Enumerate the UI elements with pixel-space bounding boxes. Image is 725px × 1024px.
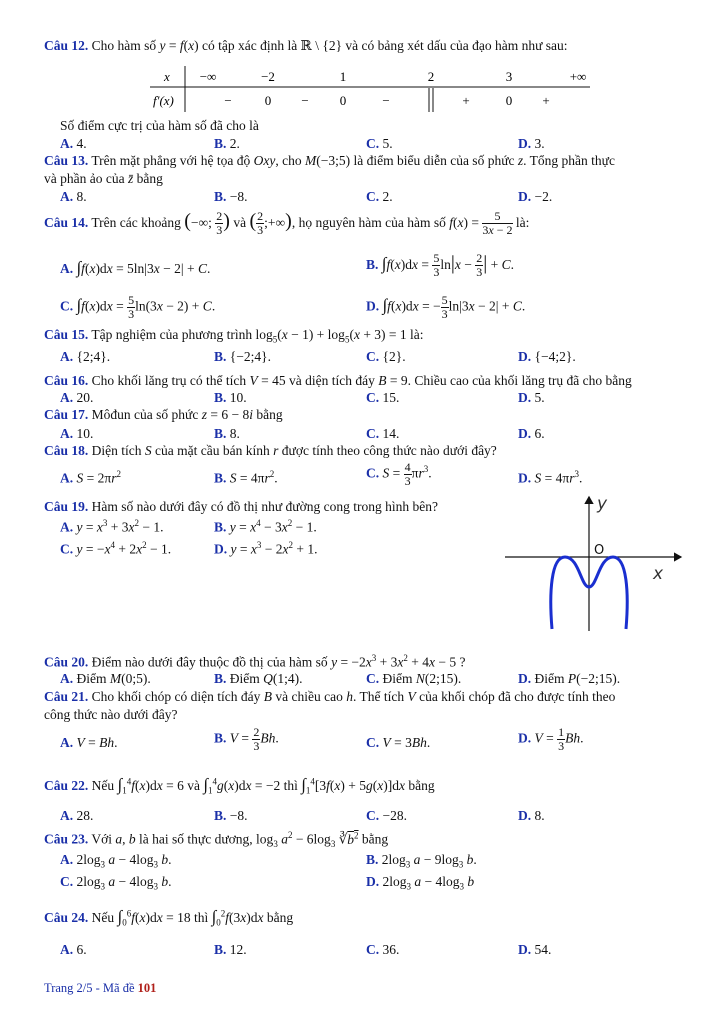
- x-val: 3: [505, 69, 513, 84]
- question-13-line2: và phần ảo của z̄ bằng: [44, 171, 163, 186]
- question-12: [44, 38, 697, 54]
- question-16: Câu 16. Cho khối lăng trụ có thể tích V = 45 và diện tích đáy B = 9. Chiều cao của khối lăng trụ đã cho bằng: [44, 373, 632, 388]
- question-number: Câu 22.: [44, 778, 89, 793]
- question-text: Hàm số nào dưới đây có đồ thị như đường cong trong hình bên?: [91, 499, 438, 514]
- x-axis-label: x: [653, 564, 664, 584]
- sign: +: [462, 93, 470, 108]
- sign: −: [382, 93, 390, 108]
- question-23: Câu 23. Với a, b là hai số thực dương, $\log_3 a^2 - 6\log_3$ $∛b^2$ bằng: [44, 830, 389, 850]
- question-24: Câu 24. Nếu $\int_0^6f(x)dx = 18$ thì $\int_0^2f(3x)dx$ bằng: [44, 907, 294, 928]
- question-number: Câu 20.: [44, 654, 89, 670]
- x-val: −∞: [199, 69, 217, 84]
- options-17: A. 10. B. 8. C. 14. D. 6.: [60, 426, 545, 441]
- x-val: −2: [261, 69, 275, 84]
- options-22: A. 28. B. −8. C. −28. D. 8.: [60, 808, 545, 823]
- question-14: Câu 14. Trên các khoảng (−∞; $\frac{2}{3}$ ) và ( $\frac{2}{3}$ ;+∞), họ nguyên hàm của hàm số f(x) = $\frac{5}{3x - 2}$ là:: [44, 209, 530, 238]
- footer-exam-code: 101: [137, 981, 157, 995]
- question-number: Câu 14.: [44, 215, 89, 230]
- question-18: Câu 18. Diện tích S của mặt cầu bán kính r được tính theo công thức nào dưới đây?: [44, 443, 497, 458]
- options-20: A. Điểm M(0;5). B. Điểm Q(1;4). C. Điểm N(2;15). D. Điểm P(−2;15).: [60, 671, 621, 686]
- options-15: A. {2;4}. B. {−2;4}. C. {2}. D. {−4;2}.: [60, 349, 576, 364]
- table-x-label: x: [164, 69, 170, 84]
- question-number: Câu 13.: [44, 153, 89, 168]
- question-17: Câu 17. Môđun của số phức z = 6 − 8i bằng: [44, 407, 283, 422]
- question-number: Câu 17.: [44, 407, 89, 422]
- y-axis-label: y: [597, 494, 608, 514]
- function-graph: [505, 493, 685, 633]
- options-23-row2: C. $2\log_3$ $a - 4\log_3$ b. D. $2\log_3$ $a - 4\log_3$ b: [60, 874, 475, 892]
- question-number: Câu 18.: [44, 443, 89, 458]
- question-15: Câu 15. Tập nghiệm của phương trình $\log_5(x - 1) + \log_5(x + 3) = 1$ là:: [44, 327, 424, 345]
- question-number: Câu 12.: [44, 38, 89, 53]
- options-21: A. V = Bh. B. V = $\frac{2}{3}$ Bh. C. V = 3Bh. D. V = $\frac{1}{3}$ Bh.: [60, 725, 584, 753]
- sign: 0: [505, 93, 513, 108]
- options-16: A. 20. B. 10. C. 15. D. 5.: [60, 390, 545, 405]
- options-23-row1: A. $2\log_3$ $a - 4\log_3$ b. B. $2\log_3$ $a - 9\log_3$ b.: [60, 852, 477, 870]
- question-text: Cho hàm số y = f(x) có tập xác định là ℝ \ {2} và có bảng xét dấu của đạo hàm như sau:: [91, 38, 568, 53]
- sign: 0: [339, 93, 347, 108]
- option-14-D: D. ∫f(x)dx = − $\frac{5}{3}$ ln|3x − 2| + C.: [366, 293, 526, 321]
- origin-label: O: [594, 543, 605, 558]
- question-number: Câu 24.: [44, 910, 89, 925]
- options-13: A. 8. B. −8. C. 2. D. −2.: [60, 189, 553, 204]
- question-20: Câu 20. Điểm nào dưới đây thuộc đồ thị của hàm số $y = -2x^3 + 3x^2 + 4x - 5$ ?: [44, 653, 466, 670]
- options-19-row1: A. $y = x^3 + 3x^2 - 1$. B. $y = x^4 - 3x^2 - 1$.: [60, 518, 317, 535]
- question-number: Câu 16.: [44, 373, 89, 388]
- question-12-prompt: Số điểm cực trị của hàm số đã cho là: [60, 118, 259, 133]
- sign-table: [150, 64, 595, 114]
- question-number: Câu 21.: [44, 689, 89, 704]
- footer-page: Trang 2/5 - Mã đề: [44, 981, 135, 995]
- options-12: A. 4. B. 2. C. 5. D. 3.: [60, 136, 545, 151]
- options-18: A. $S = 2\pi r^2$ B. $S = 4\pi r^2$. C. S = $\frac{4}{3}$ $\pi r^3$. D. $S = 4\pi r^3$.: [60, 460, 583, 488]
- question-13: Câu 13. Trên mặt phẳng với hệ tọa độ Oxy, cho M(−3;5) là điểm biểu diễn của số phức z. Tổng phần thực: [44, 153, 615, 168]
- sign: −: [301, 93, 309, 108]
- question-number: Câu 23.: [44, 831, 89, 847]
- question-number: Câu 19.: [44, 499, 89, 514]
- sign: 0: [264, 93, 272, 108]
- question-21: Câu 21. Cho khối chóp có diện tích đáy B và chiều cao h. Thể tích V của khối chóp đã cho được tính theo: [44, 689, 616, 704]
- table-fprime-label: f′(x): [153, 93, 174, 108]
- option-14-C: C. ∫f(x)dx = $\frac{5}{3}$ ln(3x − 2) + C.: [60, 293, 216, 321]
- question-22: Câu 22. Nếu $\int_1^4f(x)dx = 6$ và $\int_1^4g(x)dx = -2$ thì $\int_1^4[3f(x) + 5g(x)]dx$ bằng: [44, 775, 435, 796]
- x-val: 2: [427, 69, 435, 84]
- question-21-line2: công thức nào dưới đây?: [44, 707, 178, 722]
- page-footer: [44, 981, 156, 996]
- options-24: A. 6. B. 12. C. 36. D. 54.: [60, 942, 552, 957]
- question-number: Câu 15.: [44, 327, 89, 342]
- option-14-B: B. ∫f(x)dx = $\frac{5}{3}$ ln|x − $\frac{2}{3}$ | + C.: [366, 251, 515, 280]
- options-19-row2: C. $y = -x^4 + 2x^2 - 1$. D. $y = x^3 - 2x^2 + 1$.: [60, 540, 318, 557]
- sign: −: [224, 93, 232, 108]
- x-val: +∞: [569, 69, 587, 84]
- x-val: 1: [339, 69, 347, 84]
- option-14-A: A. ∫f(x)dx = 5ln|3x − 2| + C.: [60, 258, 211, 277]
- sign: +: [542, 93, 550, 108]
